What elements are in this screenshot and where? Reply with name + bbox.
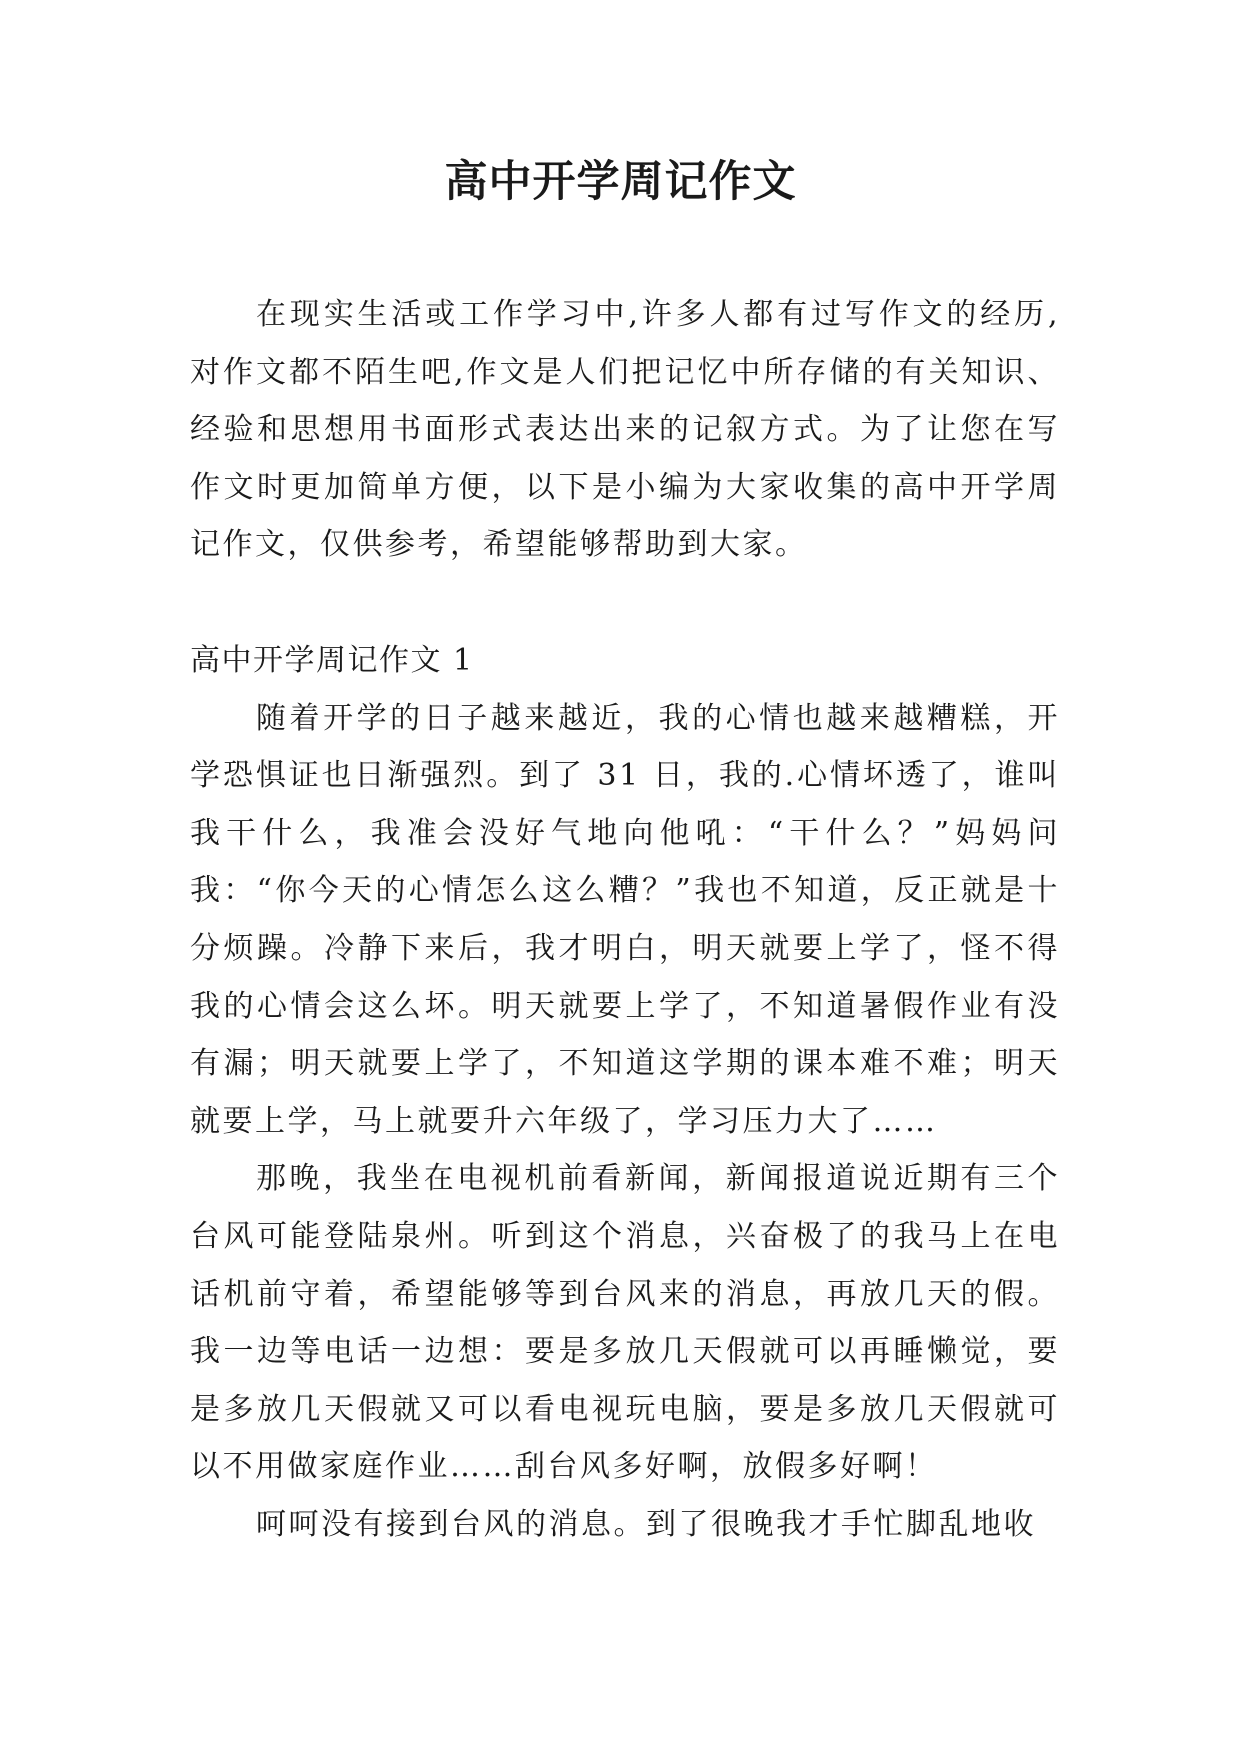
- document-title: 高中开学周记作文: [444, 157, 797, 207]
- body-paragraph-1: 随着开学的日子越来越近，我的心情也越来越糟糕，开学恐惧证也日渐强烈。到了 31 日，我的.心情坏透了，谁叫我干什么，我准会没好气地向他吼：“干什么？”妈妈问我：“你今天的心情怎么这么糟？”我也不知道，反正就是十分烦躁。冷静下来后，我才明白，明天就要上学了，怪不得我的心情会这么坏。明天就要上学了，不知道暑假作业有没有漏；明天就要上学了，不知道这学期的课本难不难；明天就要上学，马上就要升六年级了，学习压力大了……: [190, 700, 1060, 1139]
- section-heading: 高中开学周记作文 1: [190, 642, 474, 678]
- body-paragraph-2: 那晚，我坐在电视机前看新闻，新闻报道说近期有三个台风可能登陆泉州。听到这个消息，兴奋极了的我马上在电话机前守着，希望能够等到台风来的消息，再放几天的假。我一边等电话一边想：要是多放几天假就可以再睡懒觉，要是多放几天假就又可以看电视玩电脑，要是多放几天假就可以不用做家庭作业……刮台风多好啊，放假多好啊！: [190, 1161, 1060, 1485]
- document-body: [190, 286, 1060, 1553]
- intro-paragraph: 在现实生活或工作学习中,许多人都有过写作文的经历,对作文都不陌生吧,作文是人们把记忆中所存储的有关知识、经验和思想用书面形式表达出来的记叙方式。为了让您在写作文时更加简单方便，以下是小编为大家收集的高中开学周记作文，仅供参考，希望能够帮助到大家。: [190, 297, 1060, 563]
- body-paragraph-3: 呵呵没有接到台风的消息。到了很晚我才手忙脚乱地收: [256, 1506, 1036, 1542]
